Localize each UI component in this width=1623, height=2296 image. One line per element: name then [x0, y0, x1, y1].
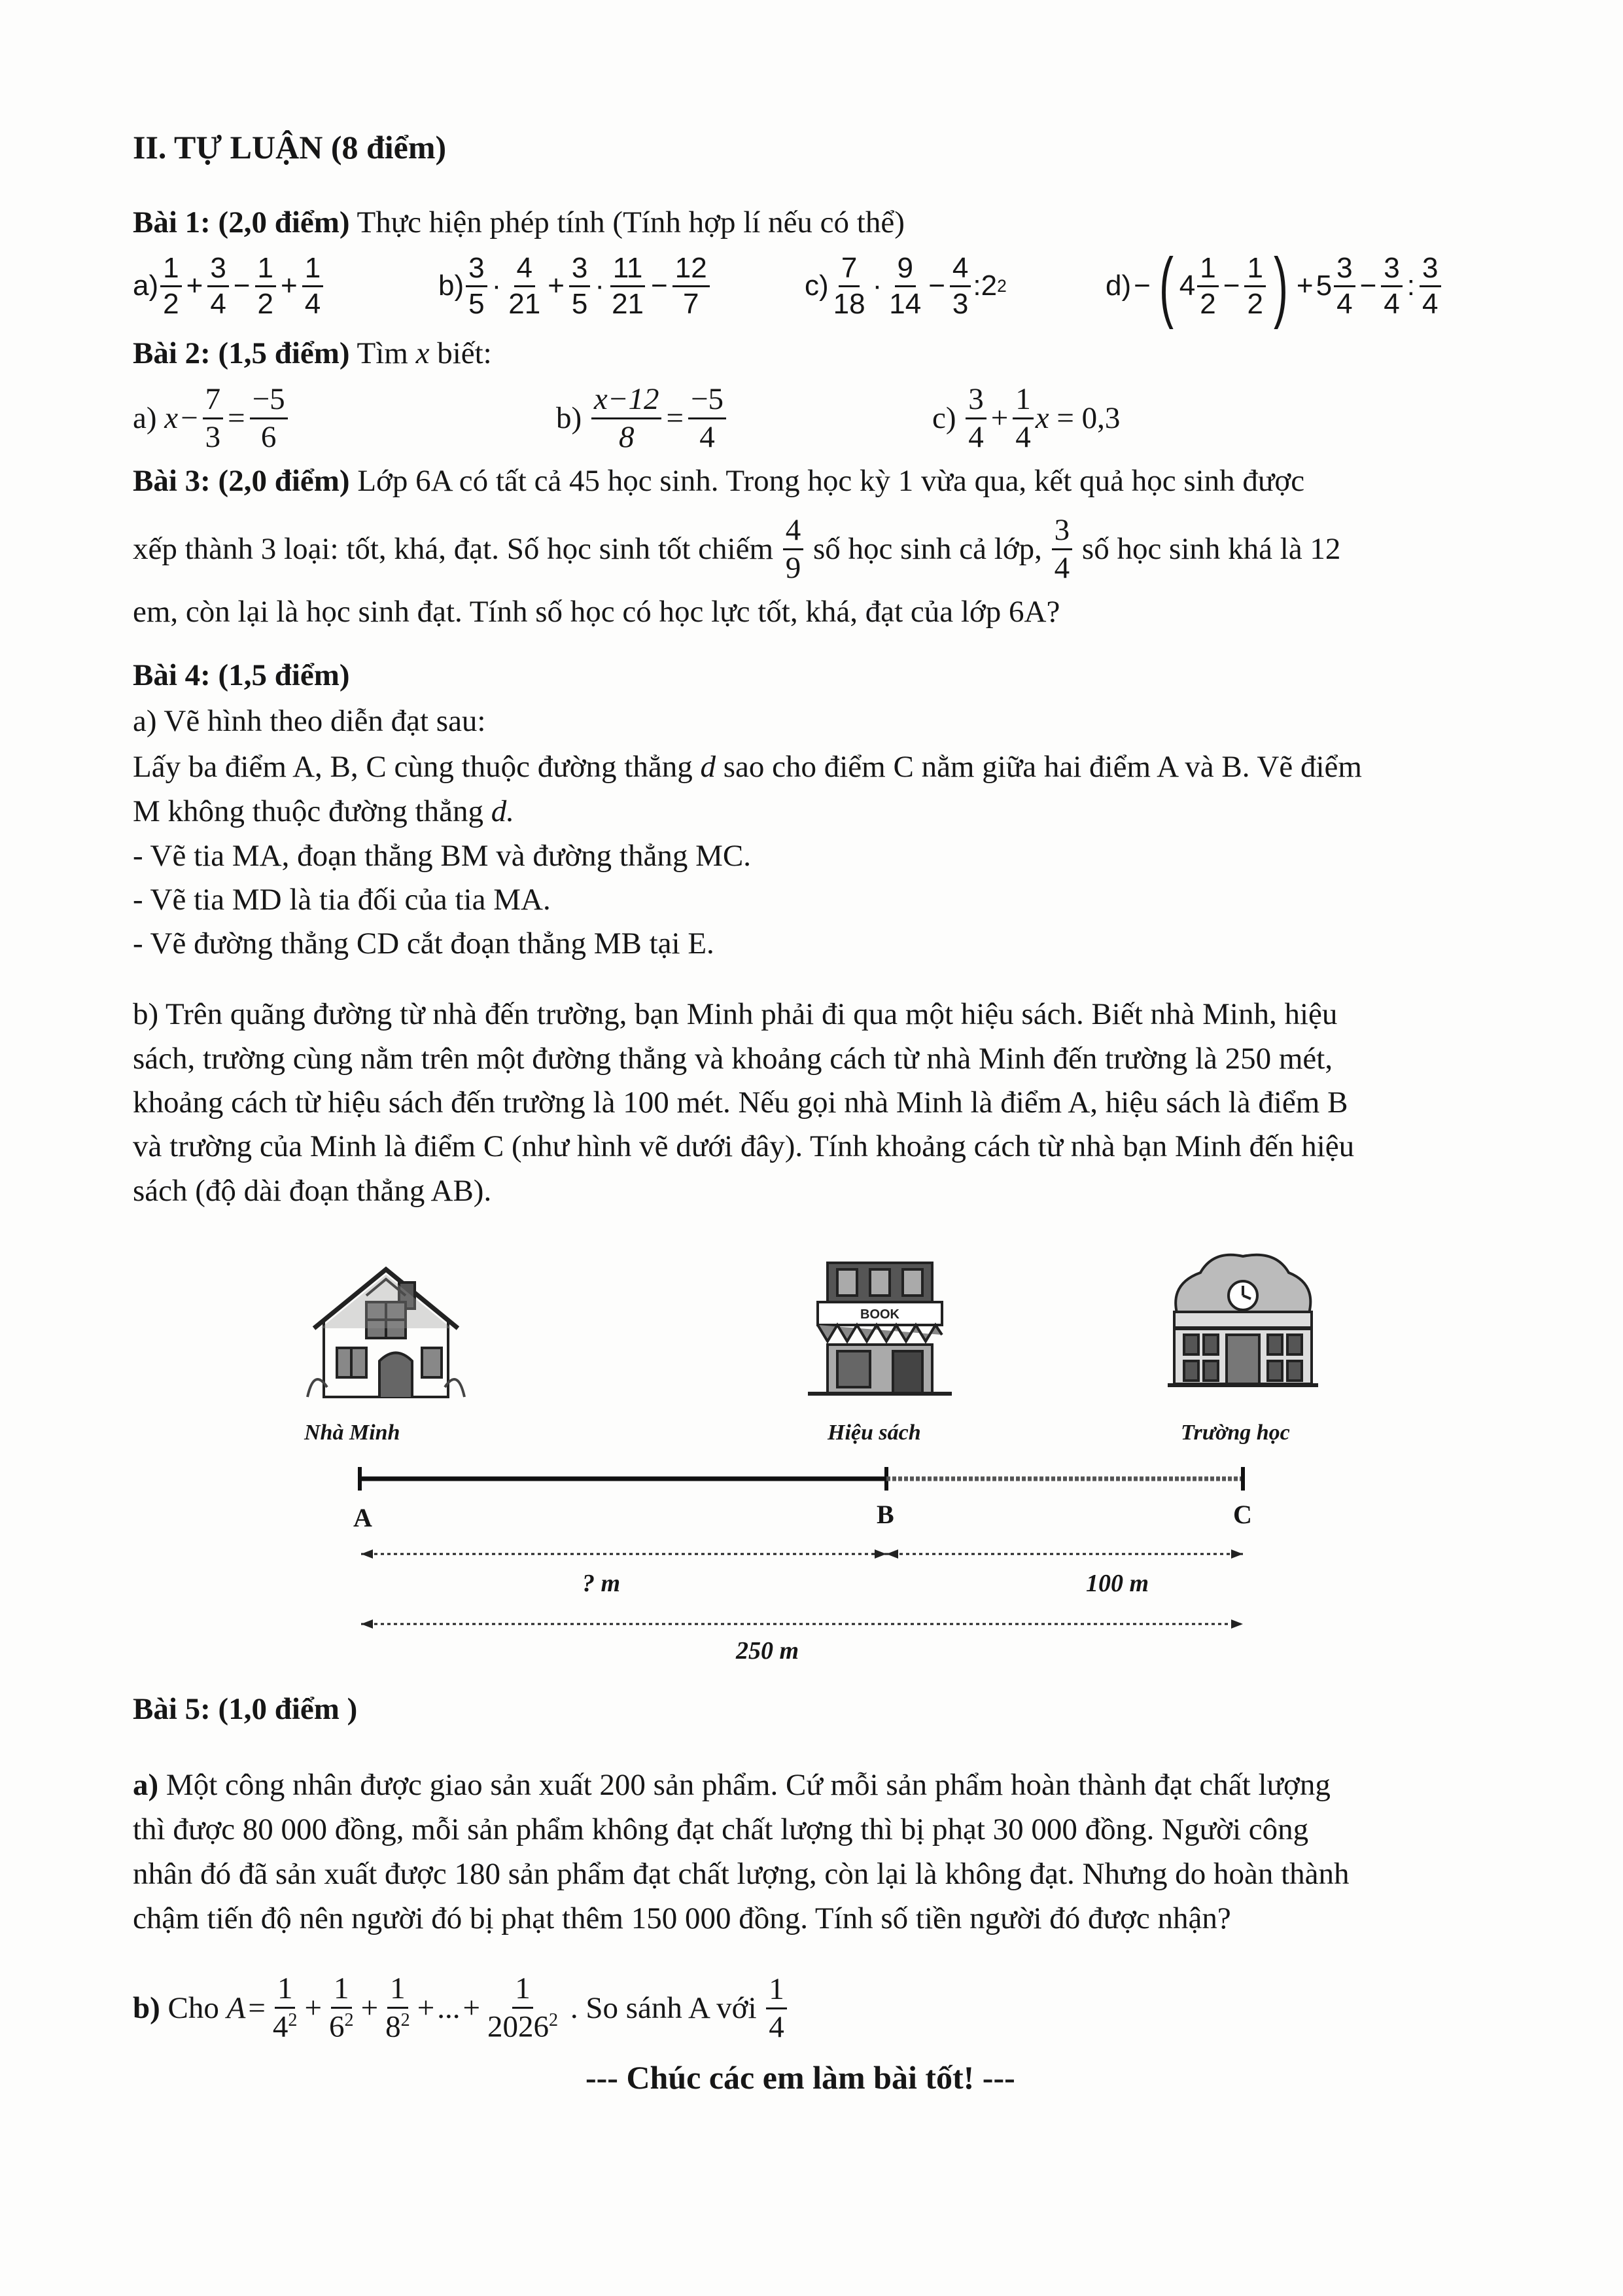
fraction: $\frac{7}{18}$	[833, 251, 865, 320]
distance-ab: ? m	[582, 1570, 621, 1597]
closing-message: --- Chúc các em làm bài tốt! ---	[585, 2059, 1015, 2096]
fraction: $\frac{1}{4}$	[1013, 384, 1034, 453]
house-label: Nhà Minh	[304, 1421, 400, 1445]
bai4-a-line1: Lấy ba điểm A, B, C cùng thuộc đường thẳng d sao cho điểm C nằm giữa hai điểm A và B. Vẽ điểm	[133, 750, 1362, 784]
distance-diagram	[347, 1453, 1263, 1649]
bai4-b-line1: b) Trên quãng đường từ nhà đến trường, bạn Minh phải đi qua một hiệu sách. Biết nhà Minh, hiệu	[133, 997, 1338, 1031]
bai1-b: b) $\frac{3}{5}$ · $\frac{4}{21}$ + $\frac{3}{5}$ · $\frac{11}{21}$ − $\frac{12}{7}$	[438, 242, 712, 328]
fraction: $\frac{3}{5}$	[466, 254, 487, 319]
bai1-heading	[133, 203, 905, 242]
bai3-head: Bài 3: (2,0 điểm)	[133, 464, 350, 498]
point-b: B	[877, 1500, 894, 1529]
fraction: $\frac{3}{4}$	[1420, 254, 1440, 319]
bookstore-label: Hiệu sách	[828, 1421, 921, 1445]
bai3-line2: xếp thành 3 loại: tốt, khá, đạt. Số học sinh tốt chiếm $\frac{4}{9}$ số học sinh cả lớp, $\frac{3}{4}$ số học sinh khá là 12	[133, 512, 1341, 585]
bai1-a: a) $\frac{1}{2}$ + $\frac{3}{4}$ − $\frac{1}{2}$ + $\frac{1}{4}$	[133, 242, 325, 328]
fraction: $\frac{1}{2}$	[1244, 254, 1265, 319]
fraction: $\frac{3}{4}$	[1334, 254, 1355, 319]
bai4-a-line5: - Vẽ đường thẳng CD cắt đoạn thẳng MB tại E.	[133, 927, 714, 961]
bai4-head: Bài 4: (1,5 điểm)	[133, 658, 350, 692]
bai1-d-label: d)	[1106, 270, 1132, 302]
school-icon	[1161, 1246, 1325, 1397]
bai4-a-line3: - Vẽ tia MA, đoạn thẳng BM và đường thẳng MC.	[133, 839, 751, 873]
point-c: C	[1233, 1500, 1252, 1529]
bai1-a-label: a)	[133, 270, 159, 302]
fraction: $\frac{4}{9}$	[783, 515, 804, 584]
fraction: $\frac{-5}{6}$	[250, 384, 288, 453]
distance-bc: 100 m	[1086, 1570, 1149, 1597]
fraction: $\frac{4}{3}$	[950, 254, 971, 319]
bai4-b-line5: sách (độ dài đoạn thẳng AB).	[133, 1174, 492, 1208]
point-a: A	[353, 1503, 372, 1532]
book-sign: BOOK	[860, 1307, 899, 1322]
bai5-a-line2: thì được 80 000 đồng, mỗi sản phẩm không đạt chất lượng thì bị phạt 30 000 đồng. Người công	[133, 1812, 1309, 1846]
distance-ac: 250 m	[736, 1637, 799, 1665]
bai5-a-line4: chậm tiến độ nên người đó bị phạt thêm 150 000 đồng. Tính số tiền người đó được nhận?	[133, 1901, 1231, 1935]
bai2-head: Bài 2: (1,5 điểm)	[133, 336, 350, 370]
fraction: $\frac{1}{8^2}$	[385, 1971, 410, 2045]
fraction: $\frac{1}{2}$	[255, 254, 276, 319]
bai4-a-line2: M không thuộc đường thẳng d.	[133, 794, 514, 828]
bai1-c: c) $\frac{7}{18}$ · $\frac{9}{14}$ − $\frac{4}{3}$ :2 2	[805, 242, 1007, 328]
bai5-head: Bài 5: (1,0 điểm )	[133, 1692, 358, 1726]
bai4-b-line2: sách, trường cùng nằm trên một đường thẳng và khoảng cách từ nhà Minh đến trường là 250 mét,	[133, 1042, 1333, 1076]
fraction: $\frac{4}{21}$	[508, 251, 541, 320]
fraction: $\frac{7}{3}$	[203, 384, 224, 453]
bookstore-icon	[801, 1253, 958, 1404]
fraction: $\frac{1}{2026^2}$	[487, 1971, 559, 2045]
fraction: $\frac{1}{2}$	[160, 254, 181, 319]
bai4-a-line4: - Vẽ tia MD là tia đối của tia MA.	[133, 883, 551, 917]
bai1-b-label: b)	[438, 270, 464, 302]
bai1-d: d) − ( 4 $\frac{1}{2}$ − $\frac{1}{2}$ ) + 5 $\frac{3}{4}$ − $\frac{3}{4}$ : $\frac{3}{4}$	[1106, 239, 1443, 332]
fraction: $\frac{x-12}{8}$	[591, 384, 662, 453]
bai2-heading: Bài 2: (1,5 điểm) Tìm x biết:	[133, 336, 492, 370]
fraction: $\frac{3}{4}$	[966, 384, 986, 453]
bai2-a: a) x − $\frac{7}{3}$ = $\frac{-5}{6}$	[133, 373, 290, 461]
fraction: $\frac{3}{4}$	[207, 254, 228, 319]
bai3-line3: em, còn lại là học sinh đạt. Tính số học có học lực tốt, khá, đạt của lớp 6A?	[133, 595, 1060, 629]
bai5-a-line3: nhân đó đã sản xuất được 180 sản phẩm đạt chất lượng, còn lại là không đạt. Nhưng do hoàn thành	[133, 1857, 1350, 1891]
fraction: $\frac{-5}{4}$	[688, 384, 726, 453]
fraction: $\frac{1}{4}$	[302, 254, 323, 319]
fraction: $\frac{1}{4}$	[766, 1974, 787, 2043]
bai4-b-line3: khoảng cách từ hiệu sách đến trường là 100 mét. Nếu gọi nhà Minh là điểm A, hiệu sách là điểm B	[133, 1086, 1348, 1120]
bai5-b: b) Cho A = $\frac{1}{4^2}$ + $\frac{1}{6^2}$ + $\frac{1}{8^2}$ + ... + $\frac{1}{2026^2}$ . So sánh A với $\frac{1}{4}$	[133, 1956, 789, 2057]
bai2-c: c) $\frac{3}{4}$ + $\frac{1}{4}$ x = 0,3	[932, 381, 1121, 454]
bai5-a-line1: a) Một công nhân được giao sản xuất 200 sản phẩm. Cứ mỗi sản phẩm hoàn thành đạt chất lượng	[133, 1768, 1331, 1802]
fraction: $\frac{3}{4}$	[1381, 254, 1402, 319]
bai4-a-title: a) Vẽ hình theo diễn đạt sau:	[133, 704, 486, 738]
bai1-head: Bài 1: (2,0 điểm)	[133, 205, 350, 239]
school-label: Trường học	[1181, 1421, 1290, 1445]
fraction: $\frac{3}{4}$	[1052, 515, 1073, 584]
bai1-instruction: Thực hiện phép tính (Tính hợp lí nếu có thể)	[357, 205, 905, 239]
section-title: II. TỰ LUẬN (8 điểm)	[133, 129, 447, 166]
bai3-line1: Bài 3: (2,0 điểm) Lớp 6A có tất cả 45 học sinh. Trong học kỳ 1 vừa qua, kết quả học sinh được	[133, 464, 1305, 498]
house-icon	[301, 1256, 471, 1407]
bai2-b: b) $\frac{x-12}{8}$ = $\frac{-5}{4}$	[556, 373, 728, 461]
fraction: $\frac{1}{6^2}$	[329, 1971, 354, 2045]
fraction: $\frac{9}{14}$	[889, 251, 922, 320]
bai4-b-line4: và trường của Minh là điểm C (như hình vẽ dưới đây). Tính khoảng cách từ nhà bạn Minh đến hiệu	[133, 1129, 1355, 1163]
fraction: $\frac{12}{7}$	[672, 254, 710, 319]
fraction: $\frac{1}{4^2}$	[272, 1971, 298, 2045]
fraction: $\frac{11}{21}$	[609, 254, 646, 319]
fraction: $\frac{3}{5}$	[569, 254, 590, 319]
fraction: $\frac{1}{2}$	[1197, 254, 1218, 319]
bai1-c-label: c)	[805, 270, 829, 302]
